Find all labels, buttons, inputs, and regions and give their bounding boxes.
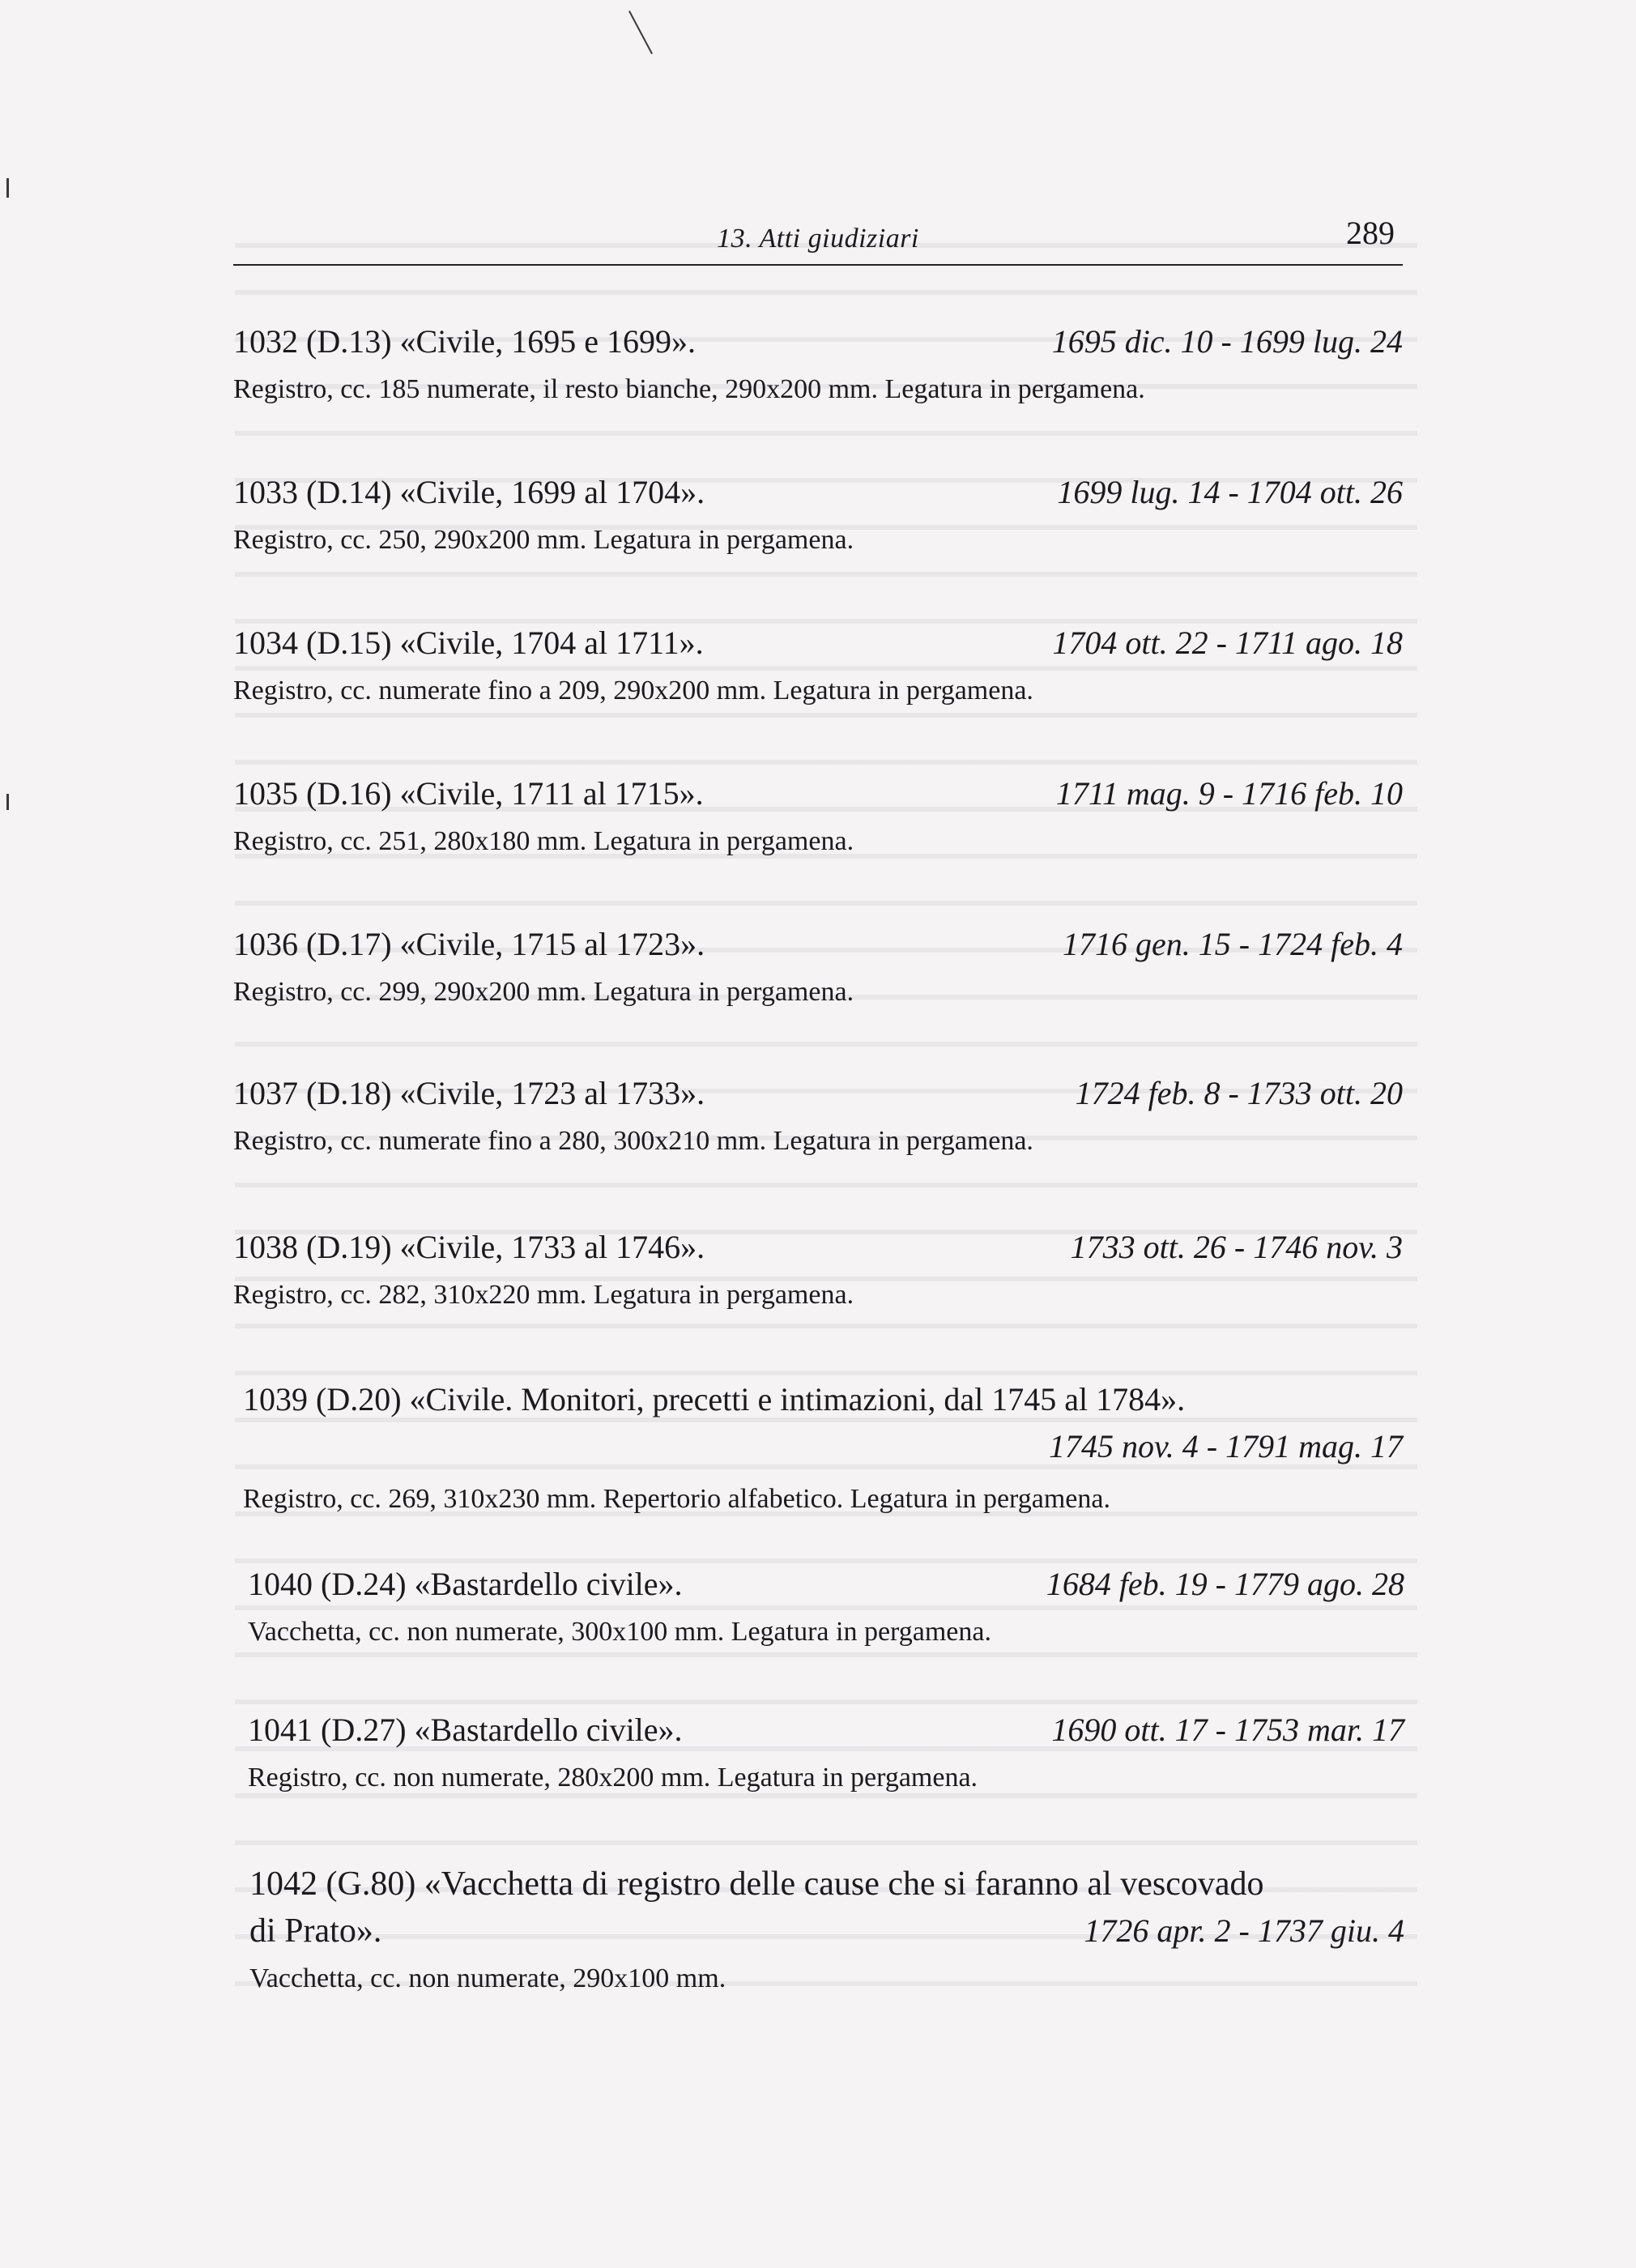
- entry-description: Registro, cc. 299, 290x200 mm. Legatura in pergamena.: [233, 977, 854, 1007]
- catalog-entry: [233, 624, 1403, 706]
- entry-date-range: 1716 gen. 15 - 1724 feb. 4: [1063, 926, 1403, 962]
- entry-date-range: 1733 ott. 26 - 1746 nov. 3: [1070, 1229, 1403, 1265]
- entry-description: Registro, cc. 251, 280x180 mm. Legatura in pergamena.: [233, 826, 854, 856]
- catalog-entry: [233, 1074, 1403, 1157]
- entry-description: Registro, cc. 250, 290x200 mm. Legatura in pergamena.: [233, 525, 854, 555]
- entry-date-range: 1726 apr. 2 - 1737 giu. 4: [1084, 1912, 1404, 1949]
- catalog-entry: [233, 774, 1403, 857]
- entry-reference: 1042 (G.80) «Vacchetta di registro delle cause che si faranno al vescovado: [249, 1865, 1264, 1903]
- catalog-entry: [233, 322, 1403, 405]
- entry-description: Vacchetta, cc. non numerate, 290x100 mm.: [249, 1963, 726, 1993]
- entry-date-range: 1745 nov. 4 - 1791 mag. 17: [1049, 1428, 1403, 1464]
- entry-date-range: 1690 ott. 17 - 1753 mar. 17: [1051, 1712, 1404, 1748]
- entry-reference: 1040 (D.24) «Bastardello civile».: [248, 1566, 683, 1602]
- section-title: 13. Atti giudiziari: [717, 224, 919, 254]
- entry-reference: 1035 (D.16) «Civile, 1711 al 1715».: [233, 775, 704, 812]
- catalog-entry: [233, 473, 1403, 556]
- entry-date-range: 1724 feb. 8 - 1733 ott. 20: [1075, 1075, 1403, 1111]
- entry-reference: 1033 (D.14) «Civile, 1699 al 1704».: [233, 474, 705, 510]
- entry-reference: 1036 (D.17) «Civile, 1715 al 1723».: [233, 926, 705, 962]
- entry-date-range: 1684 feb. 19 - 1779 ago. 28: [1046, 1566, 1404, 1602]
- entry-description: Registro, cc. numerate fino a 209, 290x200 mm. Legatura in pergamena.: [233, 676, 1033, 706]
- entry-description: Registro, cc. non numerate, 280x200 mm. Legatura in pergamena.: [248, 1763, 978, 1793]
- entry-date-range: 1695 dic. 10 - 1699 lug. 24: [1051, 323, 1403, 360]
- entry-description: Registro, cc. numerate fino a 280, 300x210 mm. Legatura in pergamena.: [233, 1126, 1033, 1156]
- scan-mark: [6, 794, 9, 810]
- entry-description: Vacchetta, cc. non numerate, 300x100 mm. Legatura in pergamena.: [248, 1617, 991, 1647]
- entry-reference: 1041 (D.27) «Bastardello civile».: [248, 1712, 683, 1748]
- catalog-entry: [233, 925, 1403, 1008]
- entry-description: Registro, cc. 282, 310x220 mm. Legatura in pergamena.: [233, 1280, 854, 1310]
- entry-reference-continued: di Prato».: [249, 1912, 382, 1950]
- catalog-entry: [248, 1565, 1404, 1648]
- entry-description: Registro, cc. 269, 310x230 mm. Repertorio alfabetico. Legatura in pergamena.: [243, 1484, 1110, 1514]
- entry-reference: 1034 (D.15) «Civile, 1704 al 1711».: [233, 625, 704, 661]
- entry-date-range: 1711 mag. 9 - 1716 feb. 10: [1055, 775, 1403, 812]
- entry-reference: 1039 (D.20) «Civile. Monitori, precetti e intimazioni, dal 1745 al 1784».: [243, 1381, 1186, 1418]
- catalog-entry: [248, 1711, 1404, 1793]
- scan-mark: [628, 11, 653, 54]
- catalog-entry: [249, 1865, 1404, 1994]
- entry-reference: 1038 (D.19) «Civile, 1733 al 1746».: [233, 1229, 705, 1265]
- entry-reference: 1037 (D.18) «Civile, 1723 al 1733».: [233, 1075, 705, 1111]
- running-header: [233, 207, 1403, 266]
- scan-mark: [6, 178, 9, 198]
- entry-date-range: 1699 lug. 14 - 1704 ott. 26: [1057, 474, 1403, 510]
- entry-date-range: 1704 ott. 22 - 1711 ago. 18: [1052, 625, 1403, 661]
- catalog-entry: [243, 1380, 1403, 1515]
- page-number: 289: [1346, 215, 1395, 251]
- entry-reference: 1032 (D.13) «Civile, 1695 e 1699».: [233, 323, 697, 360]
- entry-description: Registro, cc. 185 numerate, il resto bianche, 290x200 mm. Legatura in pergamena.: [233, 374, 1145, 404]
- catalog-entry: [233, 1228, 1403, 1311]
